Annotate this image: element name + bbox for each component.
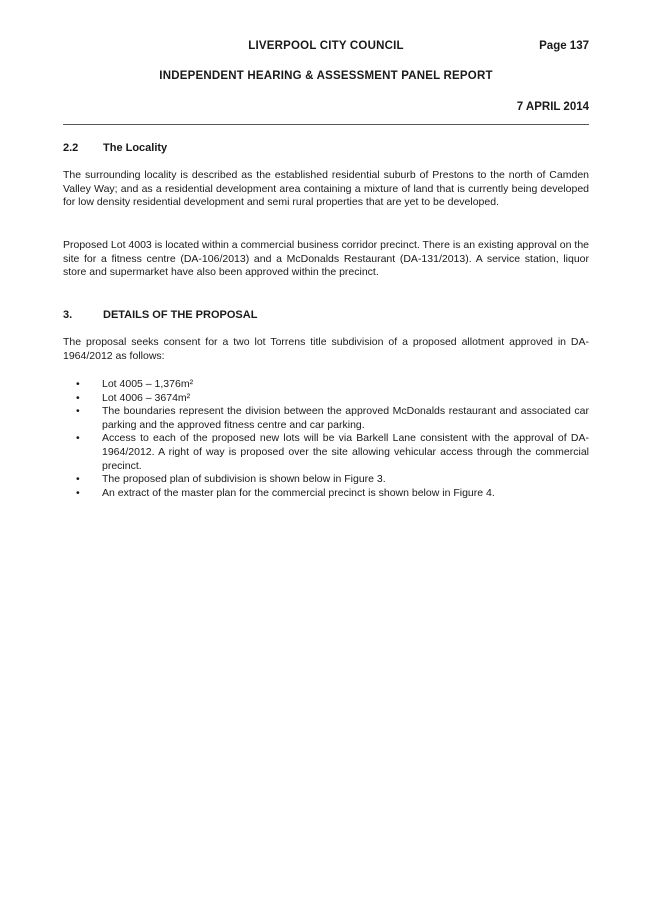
list-item: • Access to each of the proposed new lots will be via Barkell Lane consistent with the approval of DA-1964/2012. A right of way is proposed over the site allowing vehicular access through the commercial precinct.: [76, 432, 589, 472]
bullet-icon: •: [76, 405, 80, 418]
proposal-intro: The proposal seeks consent for a two lot Torrens title subdivision of a proposed allotment approved in DA-1964/2012 as follows:: [63, 336, 589, 362]
list-item: • The proposed plan of subdivision is shown below in Figure 3.: [76, 473, 386, 486]
locality-paragraph-2: Proposed Lot 4003 is located within a commercial business corridor precinct. There is an existing approval on the site for a fitness centre (DA-106/2013) and a McDonalds Restaurant (DA-131/2013). A service station, liquor store and supermarket have also been approved within the precinct.: [63, 239, 589, 279]
header-divider: [63, 124, 589, 125]
list-item: • An extract of the master plan for the commercial precinct is shown below in Figure 4.: [76, 486, 495, 499]
section-heading-locality: [63, 142, 167, 154]
list-item: • Lot 4006 – 3674m²: [76, 391, 191, 404]
bullet-icon: •: [76, 473, 80, 486]
bullet-icon: •: [76, 391, 80, 404]
section-title: The Locality: [103, 142, 168, 154]
locality-paragraph-1: The surrounding locality is described as the established residential suburb of Prestons to the north of Camden Valley Way; and as a residential development area containing a mixture of land that is currently being developed for low density residential development and semi rural properties that are yet to be developed.: [63, 169, 589, 209]
list-item: • Lot 4005 – 1,376m²: [76, 378, 194, 390]
report-date: 7 APRIL 2014: [516, 101, 589, 113]
report-title: INDEPENDENT HEARING & ASSESSMENT PANEL REPORT: [159, 70, 493, 82]
section-title: DETAILS OF THE PROPOSAL: [103, 309, 258, 321]
section-number: 2.2: [63, 142, 79, 154]
bullet-icon: •: [76, 486, 80, 499]
page-number: Page 137: [539, 40, 589, 52]
proposal-bullet-list: [63, 378, 589, 500]
section-heading-proposal: [63, 309, 257, 321]
section-number: 3.: [63, 309, 73, 321]
council-name: LIVERPOOL CITY COUNCIL: [248, 40, 404, 52]
list-item: • The boundaries represent the division between the approved McDonalds restaurant and associated car parking and the approved fitness centre and car parking.: [76, 405, 589, 431]
bullet-icon: •: [76, 378, 80, 390]
bullet-icon: •: [76, 432, 80, 445]
